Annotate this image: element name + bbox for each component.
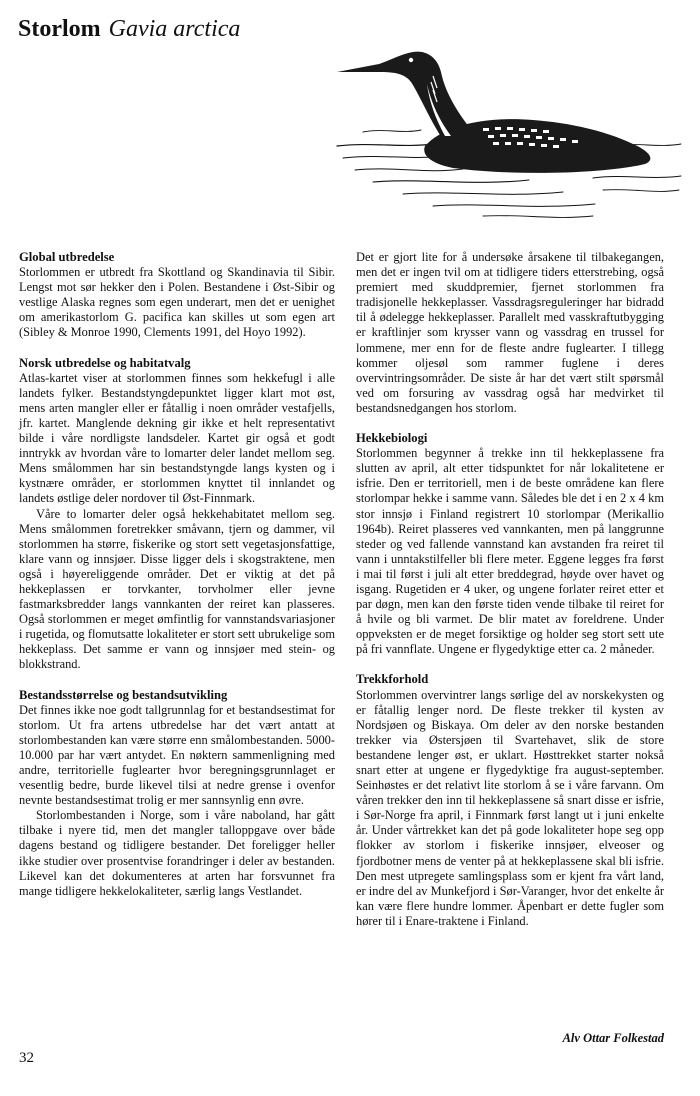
section-global-distribution [19, 250, 335, 341]
paragraph: Våre to lomarter deler også hekkehabitatet mellom seg. Mens smålommen foretrekker småvann, tjern og dammer, vil storlommen ha større, fiskerike og stort sett vegetasjonsfattige, klare vann og innsjøer. Disse ligger dels i skogstraktene, men også i høyereliggende områder. Det er viktig at det på hekkeplassen er torvkanter, torvholmer eller jevne fastmarksbredder langs vannkanten der reiret kan plasseres. Også storlommen er meget ømfintlig for vannstandsvariasjoner i rugetida, og flomutsatte lokaliteter er stort sett ubrukelige som hekkeplass. Det samme er vann og innsjøer med stein- og blokkstrand. [19, 506, 335, 672]
paragraph: Atlas-kartet viser at storlommen finnes som hekkefugl i alle landets fylker. Bestandstyngdepunktet ligger klart mot øst, mens arten mangler eller er fåtallig i noen områder vestafjells, jfr. kartet. Manglende dekning gir ikke et helt representativt bilde i våre nordligste landsdeler. Kartet gir også et godt inntrykk av hvordan våre to lomarter deler landet mellom seg. Mens smålommen har sin bestandstyngde langs kysten og i kystnære områder, er storlommen knyttet til innlandet og landets østlige deler nordover til Øst-Finnmark. [19, 370, 335, 506]
section-population [19, 688, 335, 899]
paragraph: Det finnes ikke noe godt tallgrunnlag for et bestandsestimat for storlom. Ut fra artens utbredelse har det vært antatt at storlombestanden kan være større enn smålombestanden. 5000-10.000 par har vært antydet. En nøktern sammenligning med andre, territorielle fuglearter hvor beregningsgrunnlaget er vesentlig bedre, burde likevel tilsi at nedre grense i ovenfor nevnte bestandsestimat trolig er mer sannsynlig enn øvre. [19, 702, 335, 808]
right-column [356, 250, 664, 944]
paragraph: Storlombestanden i Norge, som i våre naboland, har gått tilbake i nyere tid, men det mangler talloppgave over både dagens bestand og tidligere bestander. Det foreligger heller ikke studier over prosentvise forandringer i deler av bestanden. Likevel kan det dokumenteres at arten har forsvunnet fra mange tidligere hekkelokaliteter, særlig langs Vestlandet. [19, 808, 335, 898]
section-heading: Global utbredelse [19, 250, 115, 264]
section-norwegian-distribution [19, 356, 335, 673]
species-common-name: Storlom [18, 16, 101, 42]
paragraph: Storlommen begynner å trekke inn til hekkeplassene fra slutten av april, alt etter tidspunktet for når lokalitetene er isfrie. Den er territoriell, men i de beste områdene kan flere storlompar hekke i samme vann. Således ble det i en 2 x 4 km stor innsjø i Finland registrert 10 storlompar (Merikallio 1964b). Reiret plasseres ved vannkanten, men på langgrunne steder og ved fallende vannstand kan avstanden fra reiret til vann i unntakstilfeller bli flere meter. Eggene legges fra først i mai til først i juli alt etter breddegrad, høyde over havet og isgang. Rugetiden er 4 uker, og ungene forlater reiret etter et par døgn, men kan den første tiden vende tilbake til reiret for å hvile og bli varmet. De blir matet av foreldrene. Under oppveksten er de meget forsiktige og holder seg stort sett ute på fri vannflate. Ungene er flygedyktige etter ca. 2 måneder. [356, 446, 664, 657]
species-latin-name: Gavia arctica [108, 16, 241, 42]
paragraph: Storlommen er utbredt fra Skottland og Skandinavia til Sibir. Lengst mot sør hekker den i Polen. Bestandene i Øst-Sibir og vestlige Alaska regnes som egen underart, men det er uenighet om amerikastorlom G. pacifica kan skilles ut som egen art (Sibley & Monroe 1990, Clements 1991, del Hoyo 1992). [19, 265, 335, 340]
page-title [18, 14, 240, 44]
section-heading: Bestandsstørrelse og bestandsutvikling [19, 687, 228, 702]
section-breeding-biology [356, 431, 664, 657]
left-column [19, 250, 335, 914]
section-heading: Hekkebiologi [356, 431, 428, 446]
section-heading: Norsk utbredelse og habitatvalg [19, 355, 191, 370]
black-throated-loon-drawing-icon [333, 28, 685, 230]
section-heading: Trekkforhold [356, 672, 429, 687]
paragraph: Det er gjort lite for å undersøke årsakene til tilbakegangen, men det er ingen tvil om at tidligere tiders etterstrebing, også premiert med skuddpremier, fjernet storlommen fra tradisjonelle hekkeplasser. Vassdragsreguleringer har bidradd til å ødelegge hekkeplasser. Parallelt med vasskraftutbygging er kraftlinjer som krysser vann og vassdrag en trussel for lommene, mer enn for de fleste andre fuglearter. I tillegg kommer oljesøl som rammer fuglene i deres overvintringsområder. De siste år har det vært stilt spørsmål ved om forsuring av vassdrag også har medvirket til bestandsnedgangen hos storlom. [356, 250, 664, 415]
paragraph: Storlommen overvintrer langs sørlige del av norskekysten og er fåtallig lenger nord. De fleste trekker til kysten av Nordsjøen og Biskaya. Om deler av den norske bestanden trekker via Østersjøen til Svartehavet, slik de store bestandene lenger øst, er uklart. Høsttrekket starter nokså snart etter at ungene er flygedyktige fra august-september. Seinhøstes er det relativt lite storlom å se i våre farvann. Om våren trekker den inn til hekkeplassene så snart disse er isfrie, i Sør-Norge fra april, i Finnmark først langt ut i juni enkelte år. Under vårtrekket kan det på gode lokaliteter hope seg opp flokker av storlom i fiskerike innsjøer, elveoser og fjordbotner mens de venter på at hekkeplassene skal bli isfrie. Den mest utpregete samlingsplass som er kjent fra vårt land, er indre del av Munkefjord i Sør-Varanger, hvor det enkelte år kan være flere hundre lommer. Åpenbart er dette fugler som hører til i Enare-traktene i Finland. [356, 687, 664, 928]
section-migration [356, 672, 664, 929]
section-decline-causes [356, 250, 664, 416]
author-signature: Alv Ottar Folkestad [562, 1031, 664, 1045]
page-number: 32 [19, 1050, 34, 1066]
